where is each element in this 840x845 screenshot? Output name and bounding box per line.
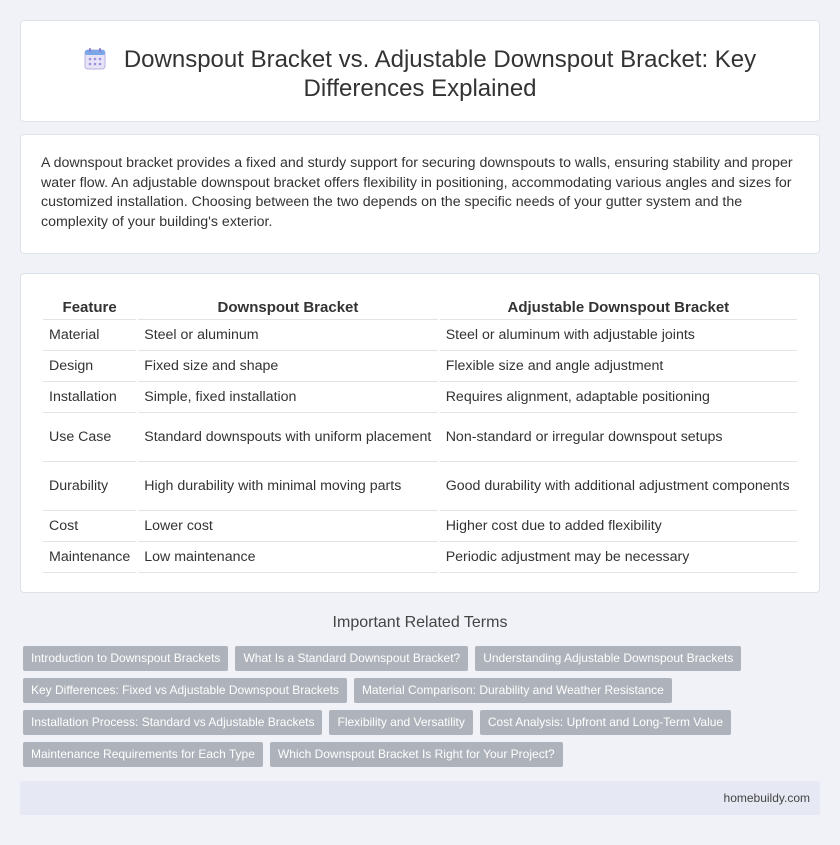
table-row	[43, 511, 797, 542]
table-row	[43, 320, 797, 351]
comparison-table-card	[20, 273, 820, 593]
row-downspout-value: Fixed size and shape	[138, 351, 437, 382]
row-feature: Installation	[43, 382, 136, 413]
row-feature: Maintenance	[43, 542, 136, 573]
row-adjustable-value: Requires alignment, adaptable positioning	[440, 382, 797, 413]
row-adjustable-value: Higher cost due to added flexibility	[440, 511, 797, 542]
related-term-tag[interactable]: What Is a Standard Downspout Bracket?	[235, 646, 468, 671]
related-term-tag[interactable]: Installation Process: Standard vs Adjustable Brackets	[23, 710, 322, 735]
header-downspout-bracket: Downspout Bracket	[138, 295, 437, 320]
header-adjustable-bracket: Adjustable Downspout Bracket	[440, 295, 797, 320]
row-feature: Design	[43, 351, 136, 382]
table-row	[43, 382, 797, 413]
related-term-tag[interactable]: Flexibility and Versatility	[329, 710, 472, 735]
row-feature: Cost	[43, 511, 136, 542]
intro-card	[20, 134, 820, 254]
table-row	[43, 351, 797, 382]
row-adjustable-value: Flexible size and angle adjustment	[440, 351, 797, 382]
table-row	[43, 542, 797, 573]
related-terms-heading: Important Related Terms	[332, 614, 508, 631]
row-downspout-value: High durability with minimal moving parts	[138, 462, 437, 511]
related-term-tag[interactable]: Introduction to Downspout Brackets	[23, 646, 228, 671]
related-term-tag[interactable]: Material Comparison: Durability and Weather Resistance	[354, 678, 672, 703]
table-row	[43, 413, 797, 462]
title-card	[20, 20, 820, 122]
related-term-tag[interactable]: Cost Analysis: Upfront and Long-Term Value	[480, 710, 731, 735]
row-adjustable-value: Good durability with additional adjustment components	[440, 462, 797, 511]
title-line-1: Downspout Bracket vs. Adjustable Downspout Bracket: Key	[123, 46, 757, 73]
row-downspout-value: Low maintenance	[138, 542, 437, 573]
related-term-tag[interactable]: Key Differences: Fixed vs Adjustable Downspout Brackets	[23, 678, 347, 703]
row-adjustable-value: Steel or aluminum with adjustable joints	[440, 320, 797, 351]
related-term-tag[interactable]: Which Downspout Bracket Is Right for Your Project?	[270, 742, 563, 767]
intro-paragraph: A downspout bracket provides a fixed and sturdy support for securing downspouts to walls, ensuring stability and proper water flow. An adjustable downspout bracket offers flexibility in positioning, accommodating various angles and sizes for customized installation. Choosing between the two depends on the specific needs of your gutter system and the complexity of your building's exterior.	[41, 155, 793, 230]
page-title	[21, 45, 819, 103]
row-downspout-value: Simple, fixed installation	[138, 382, 437, 413]
row-feature: Material	[43, 320, 136, 351]
footer-site-link[interactable]: homebuildy.com	[723, 791, 810, 805]
row-downspout-value: Standard downspouts with uniform placement	[138, 413, 437, 462]
row-feature: Durability	[43, 462, 136, 511]
header-feature: Feature	[43, 295, 136, 320]
row-downspout-value: Lower cost	[138, 511, 437, 542]
related-term-tag[interactable]: Maintenance Requirements for Each Type	[23, 742, 263, 767]
title-line-2: Differences Explained	[303, 75, 537, 102]
row-feature: Use Case	[43, 413, 136, 462]
row-adjustable-value: Non-standard or irregular downspout setups	[440, 413, 797, 462]
related-terms-tags	[23, 646, 823, 774]
calendar-icon	[84, 48, 106, 70]
related-term-tag[interactable]: Understanding Adjustable Downspout Brackets	[475, 646, 741, 671]
footer	[20, 781, 820, 815]
row-adjustable-value: Periodic adjustment may be necessary	[440, 542, 797, 573]
table-header-row	[43, 295, 797, 320]
row-downspout-value: Steel or aluminum	[138, 320, 437, 351]
comparison-table	[41, 295, 799, 573]
table-row	[43, 462, 797, 511]
